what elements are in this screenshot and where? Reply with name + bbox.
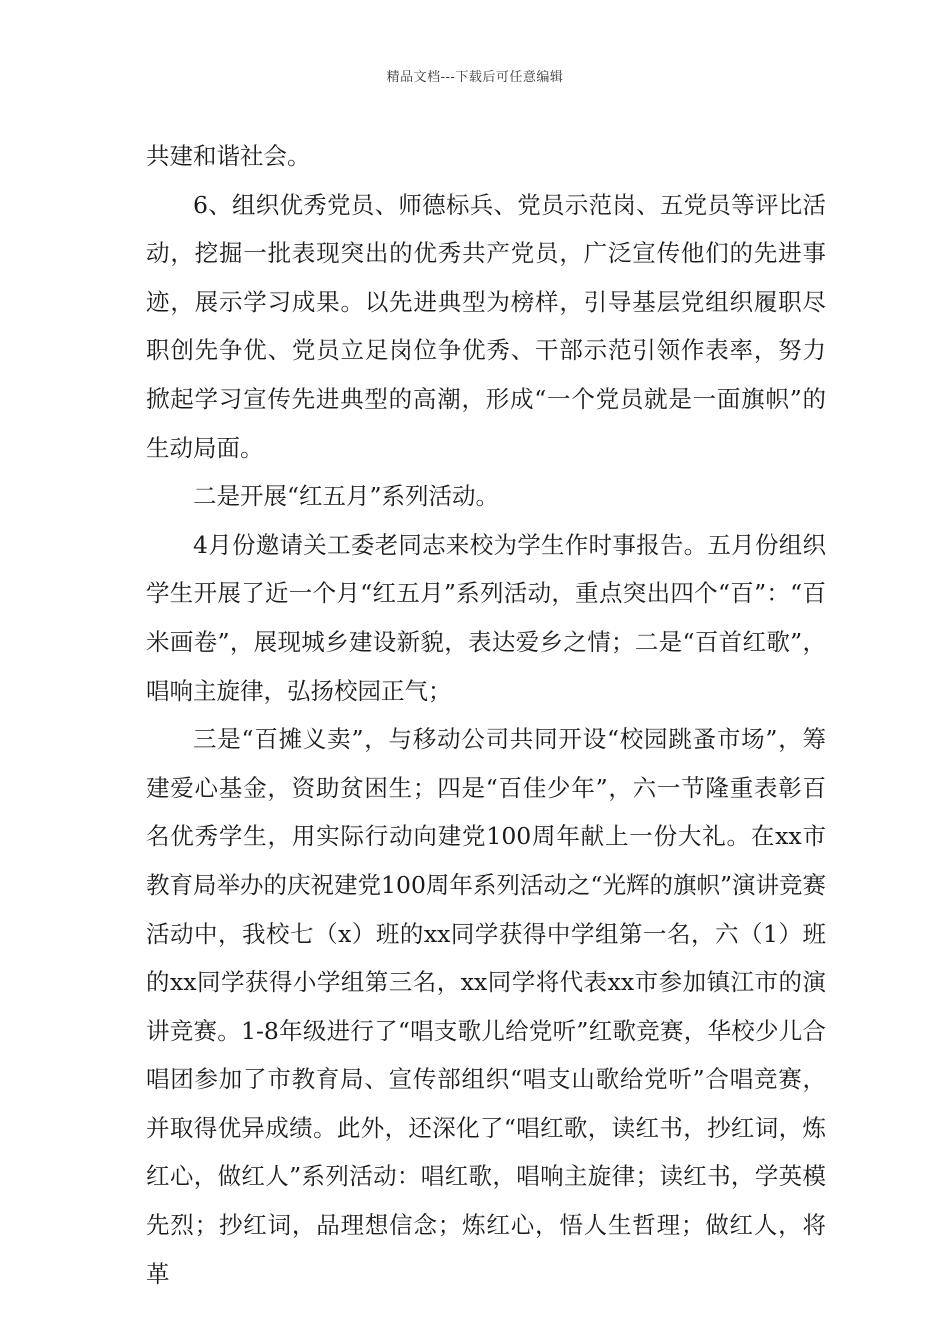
document-body (146, 132, 826, 1298)
paragraph-2: 6、组织优秀党员、师德标兵、党员示范岗、五党员等评比活动，挖掘一批表现突出的优秀共产党员，广泛宣传他们的先进事迹，展示学习成果。以先进典型为榜样，引导基层党组织履职尽职创先争优、党员立足岗位争优秀、干部示范引领作表率，努力掀起学习宣传先进典型的高潮，形成“一个党员就是一面旗帜”的生动局面。 (146, 190, 826, 462)
paragraph-5: 三是“百摊义卖”，与移动公司共同开设“校园跳蚤市场”，筹建爱心基金，资助贫困生；四是“百佳少年”，六一节隆重表彰百名优秀学生，用实际行动向建党100周年献上一份大礼。在xx市教育局举办的庆祝建党100周年系列活动之“光辉的旗帜”演讲竞赛活动中，我校七（x）班的xx同学获得中学组第一名，六（1）班的xx同学获得小学组第三名，xx同学将代表xx市参加镇江市的演讲竞赛。1-8年级进行了“唱支歌儿给党听”红歌竞赛，华校少儿合唱团参加了市教育局、宣传部组织“唱支山歌给党听”合唱竞赛，并取得优异成绩。此外，还深化了“唱红歌，读红书，抄红词，炼红心，做红人”系列活动：唱红歌，唱响主旋律；读红书，学英模先烈；抄红词，品理想信念；炼红心，悟人生哲理；做红人，将革 (146, 725, 826, 1288)
paragraph-1: 共建和谐社会。 (146, 142, 311, 170)
paragraph-3: 二是开展“红五月”系列活动。 (193, 482, 500, 511)
paragraph-4: 4月份邀请关工委老同志来校为学生作时事报告。五月份组织学生开展了近一个月“红五月”系列活动，重点突出四个“百”：“百米画卷”，展现城乡建设新貌，表达爱乡之情；二是“百首红歌”，唱响主旋律，弘扬校园正气； (146, 530, 826, 705)
page-header: 精品文档---下载后可任意编辑 (386, 70, 564, 85)
